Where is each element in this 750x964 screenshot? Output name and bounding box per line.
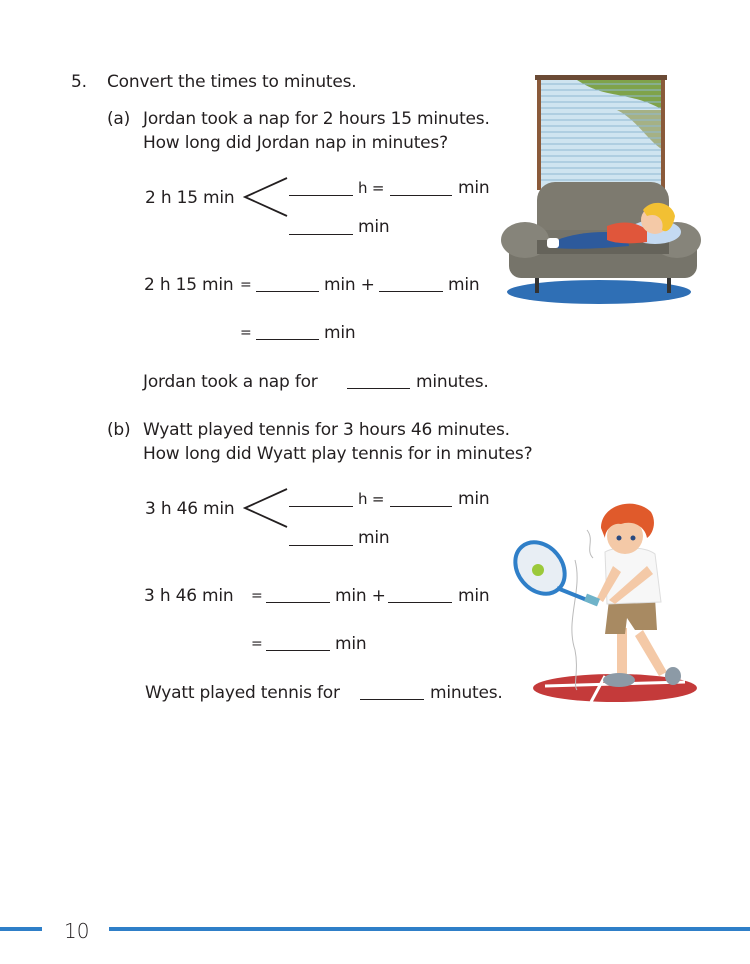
part-b-answer-prefix: Wyatt played tennis for	[145, 683, 340, 703]
part-b-equals-2: =	[251, 636, 263, 652]
part-a-answer-blank[interactable]	[347, 388, 410, 389]
question-number: 5.	[71, 72, 87, 92]
part-b-label: (b)	[107, 420, 131, 440]
part-b-equals-1: =	[251, 588, 263, 604]
page-number: 10	[64, 919, 90, 943]
part-a-plus: min +	[324, 275, 375, 295]
part-a-hours-minutes-blank[interactable]	[390, 195, 452, 196]
split-bracket-icon	[243, 176, 289, 218]
part-b-text-line2: How long did Wyatt play tennis for in minutes?	[143, 444, 533, 464]
part-b-text-line1: Wyatt played tennis for 3 hours 46 minutes.	[143, 420, 510, 440]
part-b-sum-blank-1[interactable]	[266, 602, 330, 603]
tennis-boy-illustration	[505, 490, 700, 705]
part-a-text-line1: Jordan took a nap for 2 hours 15 minutes.	[143, 109, 490, 129]
sleeping-boy-sofa-illustration	[497, 70, 702, 305]
part-b-answer-suffix: minutes.	[430, 683, 503, 703]
part-b-answer-blank[interactable]	[360, 699, 424, 700]
part-a-minutes-blank[interactable]	[289, 234, 353, 235]
part-a-hours-blank[interactable]	[289, 195, 353, 196]
part-a-min-label-2: min	[324, 323, 356, 343]
part-b-hours-minutes-blank[interactable]	[390, 506, 452, 507]
part-a-sum-blank-1[interactable]	[256, 291, 319, 292]
part-b-min-label-1: min	[458, 586, 490, 606]
part-b-equation-lhs: 3 h 46 min	[144, 586, 234, 606]
part-a-label: (a)	[107, 109, 131, 129]
part-a-equals-2: =	[240, 325, 252, 341]
part-b-split-value: 3 h 46 min	[145, 499, 235, 519]
part-a-answer-prefix: Jordan took a nap for	[143, 372, 318, 392]
part-a-sum-blank-2[interactable]	[379, 291, 443, 292]
part-b-min-unit-1: min	[458, 489, 490, 509]
part-b-min-label-2: min	[335, 634, 367, 654]
split-bracket-icon	[243, 487, 289, 529]
part-a-hour-unit: h =	[358, 179, 385, 197]
part-b-hour-unit: h =	[358, 490, 385, 508]
part-a-split-value: 2 h 15 min	[145, 188, 235, 208]
part-b-hours-blank[interactable]	[289, 506, 353, 507]
part-b-plus: min +	[335, 586, 386, 606]
footer-rule-right	[109, 927, 750, 931]
part-a-equals-1: =	[240, 277, 252, 293]
part-a-equation-lhs: 2 h 15 min	[144, 275, 234, 295]
part-b-minutes-blank[interactable]	[289, 545, 353, 546]
part-b-sum-blank-2[interactable]	[388, 602, 452, 603]
part-a-answer-suffix: minutes.	[416, 372, 489, 392]
part-b-min-unit-2: min	[358, 528, 390, 548]
footer-rule-left	[0, 927, 42, 931]
part-a-min-label-1: min	[448, 275, 480, 295]
question-instruction: Convert the times to minutes.	[107, 72, 357, 92]
part-a-min-unit-2: min	[358, 217, 390, 237]
part-a-total-blank[interactable]	[256, 339, 319, 340]
part-a-text-line2: How long did Jordan nap in minutes?	[143, 133, 448, 153]
part-a-min-unit-1: min	[458, 178, 490, 198]
part-b-total-blank[interactable]	[266, 650, 330, 651]
